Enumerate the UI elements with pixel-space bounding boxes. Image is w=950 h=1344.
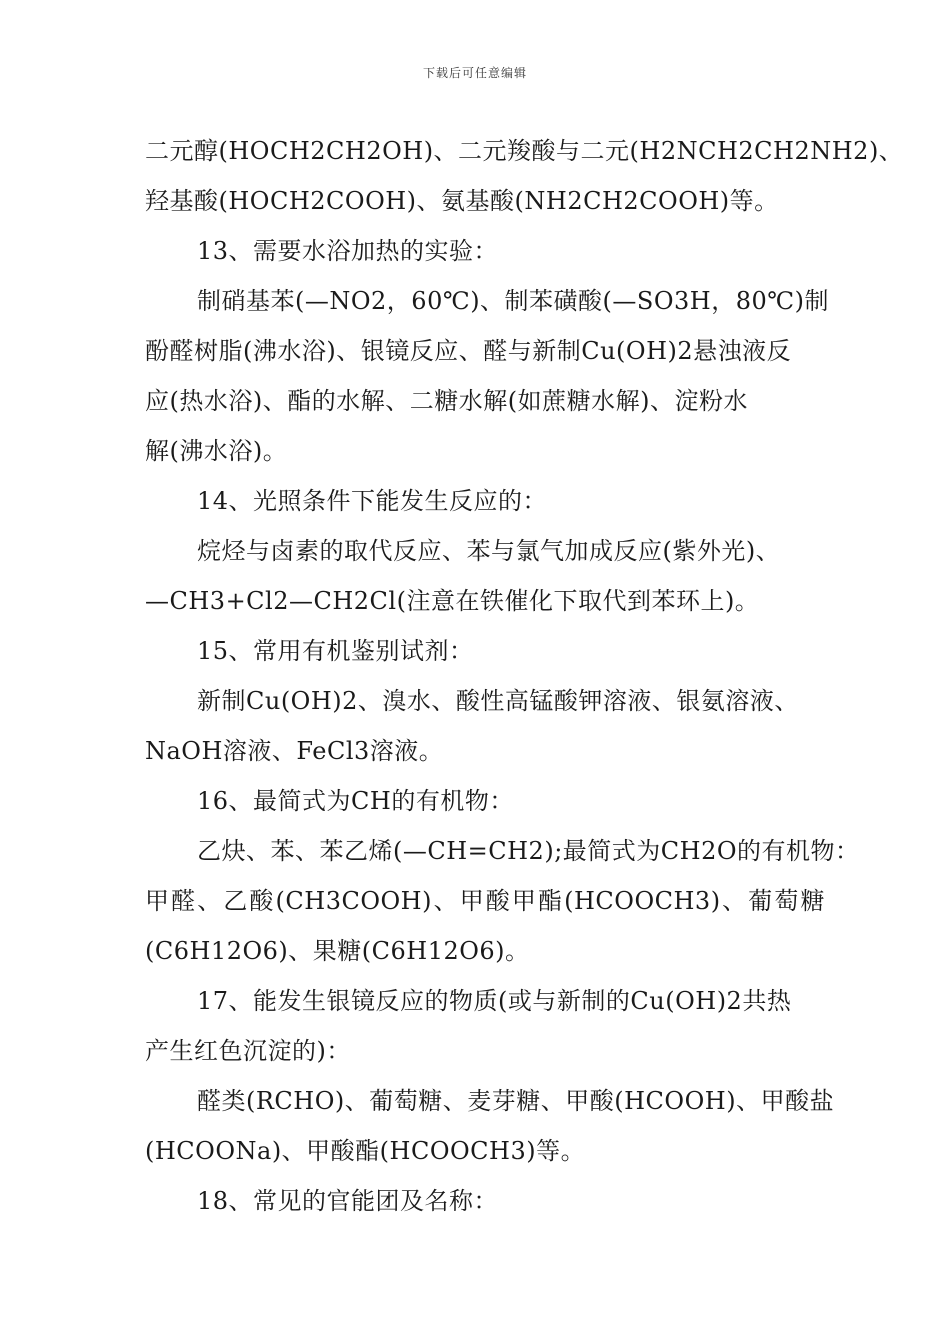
text-line: (HCOONa)、甲酸酯(HCOOCH3)等。 bbox=[145, 1137, 586, 1165]
text-line: 15、常用有机鉴别试剂： bbox=[197, 637, 474, 665]
text-line: 醛类(RCHO)、葡萄糖、麦芽糖、甲酸(HCOOH)、甲酸盐 bbox=[197, 1087, 835, 1115]
text-line: —CH3+Cl2—CH2Cl(注意在铁催化下取代到苯环上)。 bbox=[145, 587, 760, 615]
text-line: 酚醛树脂(沸水浴)、银镜反应、醛与新制Cu(OH)2悬浊液反 bbox=[145, 337, 792, 365]
text-line: 18、常见的官能团及名称： bbox=[197, 1187, 499, 1215]
text-line: 二元醇(HOCH2CH2OH)、二元羧酸与二元(H2NCH2CH2NH2)、 bbox=[145, 137, 904, 165]
document-body bbox=[145, 126, 904, 1226]
text-line: 解(沸水浴)。 bbox=[145, 437, 288, 465]
text-line: 17、能发生银镜反应的物质(或与新制的Cu(OH)2共热 bbox=[197, 987, 792, 1015]
text-line: 产生红色沉淀的)： bbox=[145, 1037, 351, 1065]
text-line: 14、光照条件下能发生反应的： bbox=[197, 487, 548, 515]
text-line: 烷烃与卤素的取代反应、苯与氯气加成反应(紫外光)、 bbox=[197, 537, 781, 565]
text-line: 乙炔、苯、苯乙烯(—CH=CH2);最简式为CH2O的有机物： bbox=[197, 837, 860, 865]
text-line: 应(热水浴)、酯的水解、二糖水解(如蔗糖水解)、淀粉水 bbox=[145, 387, 748, 415]
page-header: 下载后可任意编辑 bbox=[422, 66, 527, 80]
text-line: NaOH溶液、FeCl3溶液。 bbox=[145, 737, 444, 765]
text-line: 13、需要水浴加热的实验： bbox=[197, 237, 499, 265]
text-line: 制硝基苯(—NO2，60℃)、制苯磺酸(—SO3H，80℃)制 bbox=[197, 287, 829, 315]
text-line: 甲醛、乙酸(CH3COOH)、甲酸甲酯(HCOOCH3)、葡萄糖 bbox=[145, 887, 825, 915]
text-line: 羟基酸(HOCH2COOH)、氨基酸(NH2CH2COOH)等。 bbox=[145, 187, 779, 215]
text-line: 新制Cu(OH)2、溴水、酸性高锰酸钾溶液、银氨溶液、 bbox=[197, 687, 799, 715]
text-line: (C6H12O6)、果糖(C6H12O6)。 bbox=[145, 937, 530, 965]
text-line: 16、最简式为CH的有机物： bbox=[197, 787, 514, 815]
